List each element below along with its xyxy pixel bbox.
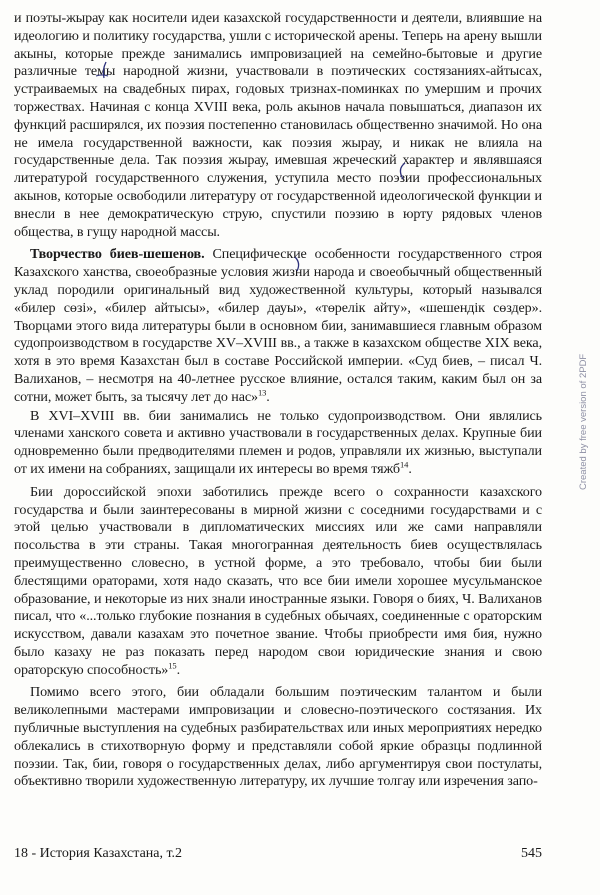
paragraph-bii-functions-end: . bbox=[408, 460, 412, 477]
footnote-ref-14: 14 bbox=[400, 459, 409, 470]
footnote-ref-15: 15 bbox=[168, 660, 177, 670]
section-intro-text: Специфические особенности государственного строя Казахского ханства, своеобразные условия жизни народа и своеобычный общественный уклад породили оригинальный вид художественной культуры, который назывался «билер сөзі», «билер айтысы», «билер дауы», «төрелік айту», «шешендік сөздер». Творцами этого вида литературы были в основном бии, занимавшиеся главным образом судопроизводством в государстве XV–XVIII вв., а также в казахском обществе XIX века, хотя в это время Казахстан был в составе Российской империи. «Суд биев, – писал Ч. Валиханов, – несмотря на 40-летнее русское влияние, остался таким, каким был он за сотни, может быть, за тысячу лет до нас» bbox=[14, 246, 542, 405]
footnote-ref-13: 13 bbox=[257, 387, 267, 398]
pdf-watermark: Created by free version of 2PDF bbox=[578, 353, 589, 490]
paragraph-bii-oratory-end: . bbox=[176, 661, 181, 678]
section-paragraph-intro bbox=[14, 246, 542, 406]
page-footer bbox=[14, 846, 542, 864]
section-intro-end: . bbox=[266, 388, 270, 405]
section-heading: Творчество биев-шешенов. bbox=[30, 246, 205, 263]
paragraph-bii-functions-text: В XVI–XVIII вв. бии занимались не только судопроизводством. Они являлись членами ханского совета и активно участвовали в государственных делах. Крупные бии одновременно были предводителями племен и родов, управляли их жизнью, выступали от их имени на собраниях, защищали их интересы во время тяжб bbox=[14, 407, 542, 477]
paragraph-bii-functions bbox=[14, 408, 542, 479]
paragraph-bii-poetry: Помимо всего этого, бии обладали большим поэтическим талантом и были великолепными мастерами импровизации и словесно-поэтического состязания. Их публичные выступления на судебных разбирательствах или иных мероприятиях нередко облекались в стихотворную форму и представляли собой яркие образцы подлинной поэзии. Так, бии, говоря о государственных делах, либо аргументируя свои постулаты, объективно творили художественную литературу, их лучшие толгау или изречения запо- bbox=[14, 684, 542, 790]
paragraph-bii-oratory bbox=[14, 484, 542, 680]
paragraph-continued: и поэты-жырау как носители идеи казахской государственности и деятели, влиявшие на идеологию и политику государства, ушли с исторической арены. Теперь на арену вышли акыны, которые прежде занимались импровизацией на семейно-бытовые и другие различные темы народной жизни, участвовали в поэтических состязаниях-айтысах, устраиваемых на свадебных пирах, годовых тризнах-поминках по умершим и прочих торжествах. Начиная с конца XVIII века, роль акынов начала повышаться, диапазон их функций расширялся, их поэзия постепенно становилась общественно значимой. Но она не имела государственной важности, как поэзия жырау, и никак не влияла на государственные дела. Так поэзия жырау, имевшая жреческий характер и являвшаяся литературой государственного служения, уступила место поэзии профессиональных акынов, которые освободили литературу от государственной идеологической функции и внесли в нее демократическую струю, спустили поэзию в юрту рядовых членов общества, в гущу народной массы. bbox=[14, 10, 542, 240]
page-number: 545 bbox=[521, 846, 542, 861]
printer-signature: 18 - История Казахстана, т.2 bbox=[14, 846, 183, 861]
text-column bbox=[14, 10, 542, 791]
paragraph-bii-oratory-text: Бии дороссийской эпохи заботились прежде всего о сохранности казахского государства и были заинтересованы в мирной жизни с соседними государствами и с этой целью участвовали в дипломатических миссиях или же сами направляли посольства в эти страны. Такая многогранная деятельность биев осуществлялась преимущественно словесно, в устной форме, а это требовало, чтобы бии были блестящими ораторами, хотя надо сказать, что все бии имели хорошее мусульманское образование, и некоторые из них знали иностранные языки. Говоря о биях, Ч. Валиханов писал, что «...только глубокие познания в судебных обычаях, соединенные с ораторским искусством, давали казахам это почетное звание. Чтобы приобрести имя бия, нужно было казаху не раз показать перед народом свои юридические знания и свою ораторскую способность» bbox=[14, 483, 542, 678]
